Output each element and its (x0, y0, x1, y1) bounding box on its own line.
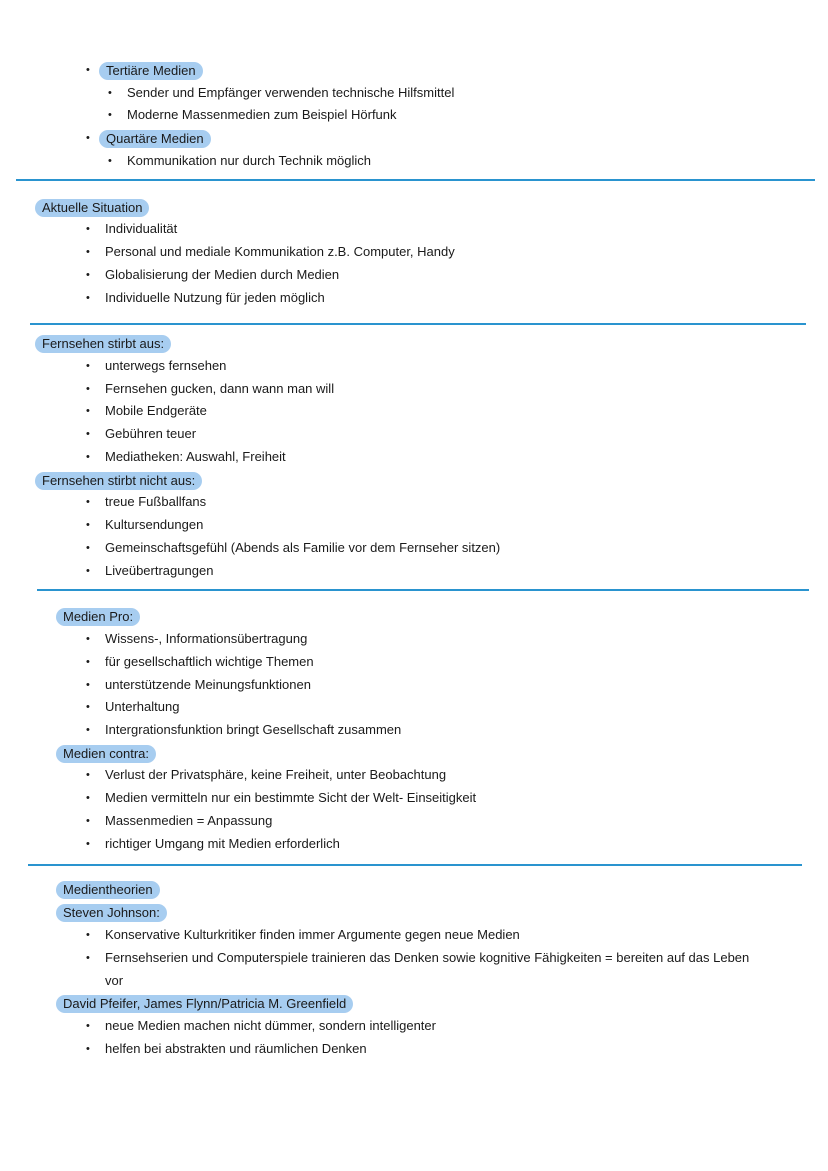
list-item: Moderne Massenmedien zum Beispiel Hörfunk (127, 107, 397, 122)
bullet: • (86, 656, 90, 668)
list-item: neue Medien machen nicht dümmer, sondern intelligenter (105, 1018, 436, 1033)
bullet: • (86, 792, 90, 804)
bullet: • (86, 519, 90, 531)
list-item: Liveübertragungen (105, 563, 214, 578)
heading-medien-pro: Medien Pro: (56, 608, 140, 626)
bullet: • (86, 929, 90, 941)
bullet: • (86, 769, 90, 781)
bullet: • (86, 269, 90, 281)
list-item: für gesellschaftlich wichtige Themen (105, 654, 314, 669)
list-item: Konservative Kulturkritiker finden immer Argumente gegen neue Medien (105, 927, 520, 942)
list-item: Globalisierung der Medien durch Medien (105, 267, 340, 282)
bullet: • (86, 223, 90, 235)
section-divider (30, 323, 806, 325)
list-item: Verlust der Privatsphäre, keine Freiheit, unter Beobachtung (105, 767, 447, 782)
list-item: Kommunikation nur durch Technik möglich (127, 153, 371, 168)
list-item: Fernsehserien und Computerspiele trainieren das Denken sowie kognitive Fähigkeiten = bereiten auf das Leben (105, 950, 750, 965)
section-divider (28, 864, 802, 866)
list-item: Kultursendungen (105, 517, 204, 532)
section-divider (16, 179, 815, 181)
bullet: • (86, 246, 90, 258)
list-item: unterwegs fernsehen (105, 358, 227, 373)
list-item: Medien vermitteln nur ein bestimmte Sicht der Welt- Einseitigkeit (105, 790, 477, 805)
bullet: • (86, 633, 90, 645)
list-item: Individualität (105, 221, 178, 236)
list-item-continuation: vor (105, 973, 124, 988)
bullet: • (86, 679, 90, 691)
list-item: helfen bei abstrakten und räumlichen Denken (105, 1041, 367, 1056)
list-item: Individuelle Nutzung für jeden möglich (105, 290, 325, 305)
bullet: • (86, 451, 90, 463)
heading-medientheorien: Medientheorien (56, 881, 160, 899)
heading-aktuelle-situation: Aktuelle Situation (35, 199, 149, 217)
bullet: • (86, 815, 90, 827)
heading-steven-johnson: Steven Johnson: (56, 904, 167, 922)
bullet: • (86, 292, 90, 304)
bullet: • (86, 360, 90, 372)
bullet: • (86, 405, 90, 417)
bullet: • (86, 952, 90, 964)
bullet: • (86, 132, 90, 144)
bullet: • (86, 1043, 90, 1055)
heading-tertiaere-medien: Tertiäre Medien (99, 62, 203, 80)
heading-medien-contra: Medien contra: (56, 745, 156, 763)
bullet: • (86, 64, 90, 76)
list-item: Massenmedien = Anpassung (105, 813, 273, 828)
heading-fernsehen-stirbt-nicht-aus: Fernsehen stirbt nicht aus: (35, 472, 202, 490)
bullet: • (108, 155, 112, 167)
bullet: • (86, 383, 90, 395)
bullet: • (86, 565, 90, 577)
list-item: Personal und mediale Kommunikation z.B. Computer, Handy (105, 244, 455, 259)
list-item: Mobile Endgeräte (105, 403, 207, 418)
list-item: Sender und Empfänger verwenden technische Hilfsmittel (127, 85, 455, 100)
list-item: Fernsehen gucken, dann wann man will (105, 381, 335, 396)
bullet: • (108, 109, 112, 121)
bullet: • (86, 701, 90, 713)
heading-quartaere-medien: Quartäre Medien (99, 130, 211, 148)
list-item: Wissens-, Informationsübertragung (105, 631, 308, 646)
bullet: • (108, 87, 112, 99)
list-item: Gemeinschaftsgefühl (Abends als Familie vor dem Fernseher sitzen) (105, 540, 501, 555)
bullet: • (86, 1020, 90, 1032)
bullet: • (86, 542, 90, 554)
section-divider (37, 589, 809, 591)
list-item: Intergrationsfunktion bringt Gesellschaft zusammen (105, 722, 402, 737)
bullet: • (86, 724, 90, 736)
list-item: Gebühren teuer (105, 426, 197, 441)
bullet: • (86, 428, 90, 440)
list-item: Mediatheken: Auswahl, Freiheit (105, 449, 286, 464)
bullet: • (86, 496, 90, 508)
list-item: richtiger Umgang mit Medien erforderlich (105, 836, 340, 851)
heading-fernsehen-stirbt-aus: Fernsehen stirbt aus: (35, 335, 171, 353)
bullet: • (86, 838, 90, 850)
list-item: unterstützende Meinungsfunktionen (105, 677, 311, 692)
list-item: treue Fußballfans (105, 494, 207, 509)
heading-pfeifer-flynn-greenfield: David Pfeifer, James Flynn/Patricia M. Greenfield (56, 995, 353, 1013)
list-item: Unterhaltung (105, 699, 180, 714)
